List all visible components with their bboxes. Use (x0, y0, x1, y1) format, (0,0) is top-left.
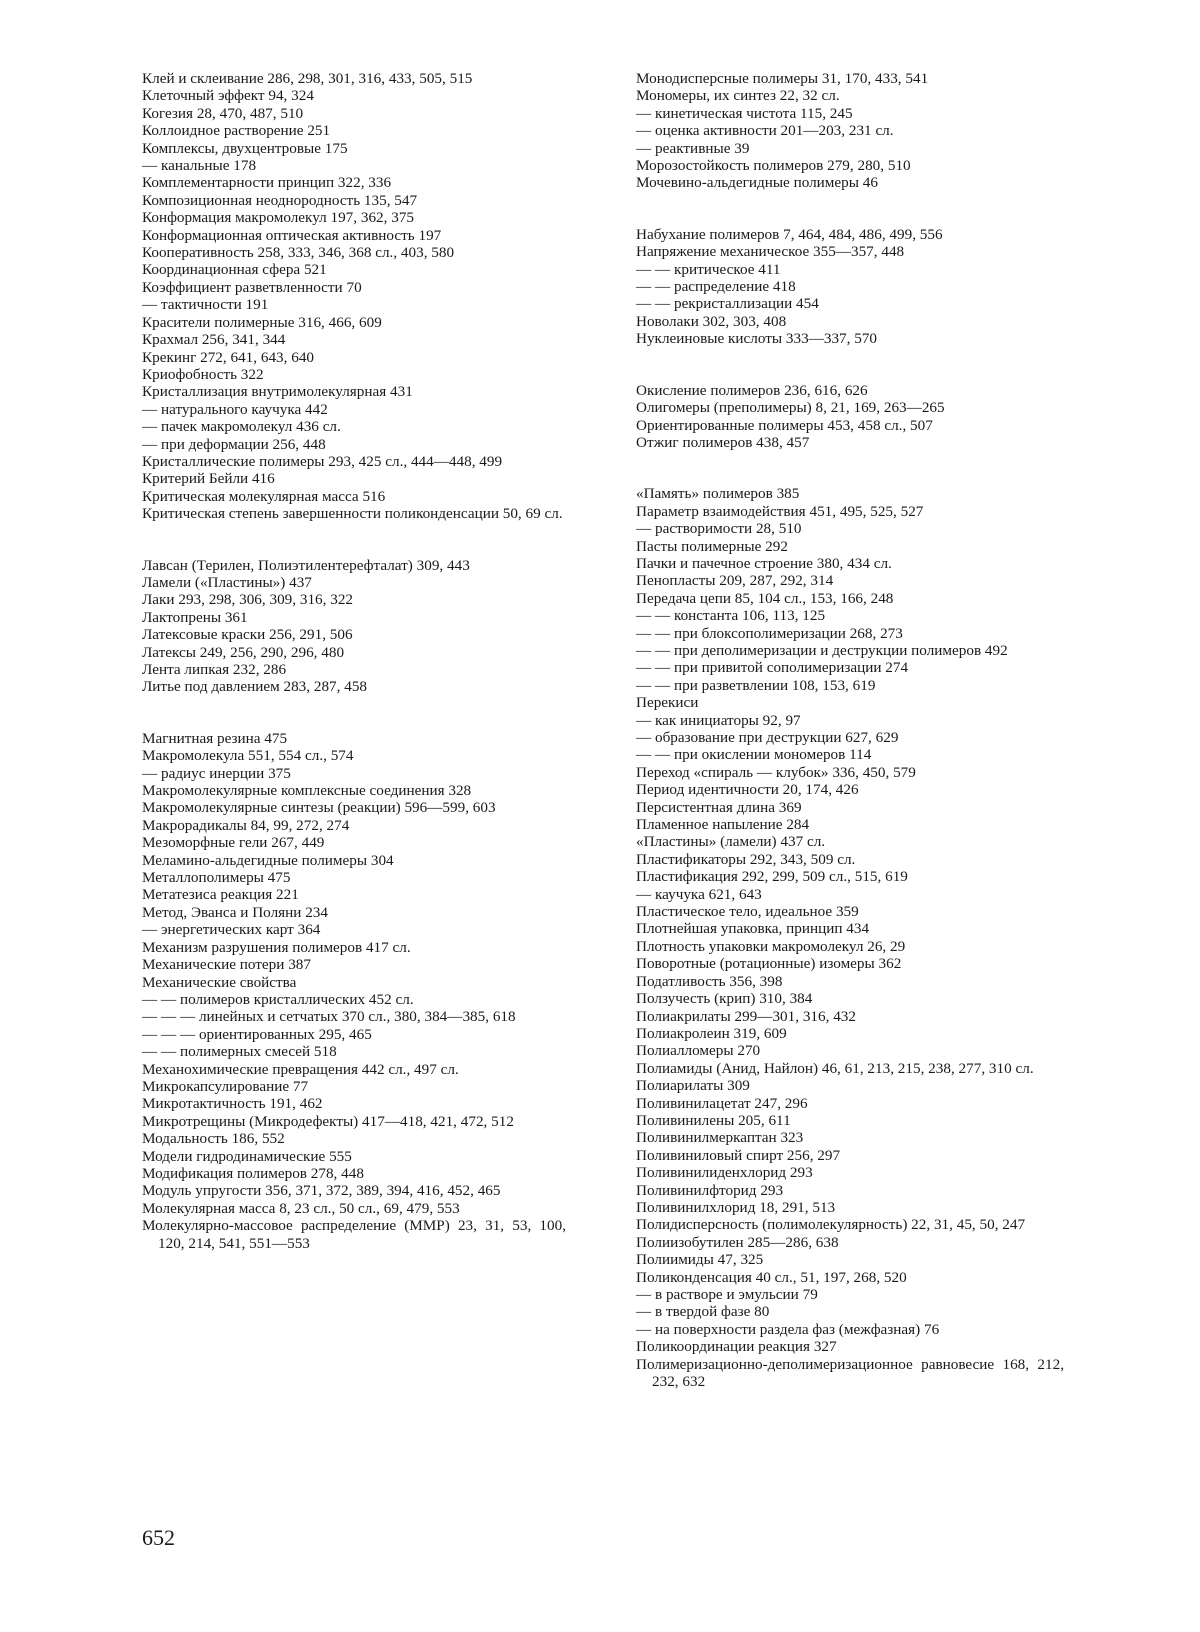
index-entry: — в растворе и эмульсии 79 (636, 1286, 818, 1303)
index-entry: Модуль упругости 356, 371, 372, 389, 394, 416, 452, 465 (142, 1182, 501, 1200)
index-entry: Клеточный эффект 94, 324 (142, 87, 314, 105)
index-entry: Полиакролеин 319, 609 (636, 1024, 787, 1042)
index-entry: — пачек макромолекул 436 сл. (142, 418, 341, 436)
index-entry: — при деформации 256, 448 (142, 435, 326, 453)
index-entry: — — при привитой сополимеризации 274 (636, 659, 909, 677)
index-entry: Критическая молекулярная масса 516 (142, 487, 386, 505)
index-entry: Пламенное напыление 284 (636, 816, 810, 834)
index-entry: Поликонденсация 40 сл., 51, 197, 268, 520 (636, 1268, 907, 1286)
index-entry: Метатезиса реакция 221 (142, 886, 299, 904)
index-entry: Полиизобутилен 285—286, 638 (636, 1233, 839, 1251)
index-entry: — энергетических карт 364 (142, 921, 321, 939)
index-entry: Механохимические превращения 442 сл., 497 сл. (142, 1060, 459, 1078)
index-entry: — натурального каучука 442 (142, 400, 328, 418)
index-entry: Плотнейшая упаковка, принцип 434 (636, 920, 870, 938)
index-entry: — как инициаторы 92, 97 (636, 711, 801, 729)
index-entry: Механизм разрушения полимеров 417 сл. (142, 938, 411, 956)
index-entry: Пачки и пачечное строение 380, 434 сл. (636, 554, 892, 572)
index-entry: Нуклеиновые кислоты 333—337, 570 (636, 330, 878, 348)
index-entry: Микротактичность 191, 462 (142, 1095, 323, 1113)
page-number: 652 (142, 1525, 175, 1550)
index-entry: Крахмал 256, 341, 344 (142, 331, 286, 349)
section-gap (142, 696, 566, 730)
index-entry: Поливинилиденхлорид 293 (636, 1164, 813, 1182)
index-entry: Окисление полимеров 236, 616, 626 (636, 381, 868, 399)
index-entry: Поворотные (ротационные) изомеры 362 (636, 955, 902, 973)
index-entry: Поливинилмеркаптан 323 (636, 1129, 804, 1147)
index-entry: Коллоидное растворение 251 (142, 122, 331, 140)
index-entry: Конформация макромолекул 197, 362, 375 (142, 209, 415, 227)
index-entry: — каучука 621, 643 (636, 885, 762, 903)
index-entry: Полиалломеры 270 (636, 1042, 761, 1060)
index-entry: Лактопрены 361 (142, 608, 248, 626)
index-entry: Молекулярно-массовое распределение (ММР) 23, 31, 53, 100, 120, 214, 541, 551—553 (142, 1217, 566, 1252)
index-entry: — на поверхности раздела фаз (межфазная) 76 (636, 1320, 940, 1338)
index-entry: Пенопласты 209, 287, 292, 314 (636, 572, 834, 590)
index-entry: Макрорадикалы 84, 99, 272, 274 (142, 816, 350, 834)
index-entry: — растворимости 28, 510 (636, 520, 802, 538)
index-entry: — — при окислении мономеров 114 (636, 746, 872, 764)
index-entry: Модификация полимеров 278, 448 (142, 1164, 364, 1182)
index-entry: — — — линейных и сетчатых 370 сл., 380, 384—385, 618 (142, 1008, 516, 1026)
index-entry: Криофобность 322 (142, 365, 264, 383)
index-entry: — радиус инерции 375 (142, 764, 291, 782)
index-entry: Конформационная оптическая активность 197 (142, 226, 442, 244)
index-entry: — — рекристаллизации 454 (636, 295, 819, 313)
index-entry: — кинетическая чистота 115, 245 (636, 104, 853, 122)
section-gap (142, 523, 566, 557)
index-entry: Податливость 356, 398 (636, 972, 783, 990)
index-entry: Макромолекулярные синтезы (реакции) 596—599, 603 (142, 799, 496, 817)
index-entry: Критерий Бейли 416 (142, 470, 275, 488)
index-entry: — — при деполимеризации и деструкции полимеров 492 (636, 641, 1008, 659)
section-gap (636, 348, 1064, 382)
index-entry: Координационная сфера 521 (142, 261, 327, 279)
index-entry: — канальные 178 (142, 157, 257, 175)
index-entry: Ползучесть (крип) 310, 384 (636, 990, 813, 1008)
index-entry: Параметр взаимодействия 451, 495, 525, 527 (636, 502, 924, 520)
index-entry: — в твердой фазе 80 (636, 1303, 770, 1321)
index-entry: Литье под давлением 283, 287, 458 (142, 678, 368, 696)
index-entry: Поликоординации реакция 327 (636, 1338, 837, 1356)
index-entry: Полиакрилаты 299—301, 316, 432 (636, 1007, 856, 1025)
index-entry: Ламели («Пластины») 437 (142, 573, 312, 591)
left-column (142, 70, 566, 1252)
index-entry: Перекиси (636, 694, 699, 712)
index-entry: — — константа 106, 113, 125 (636, 607, 826, 625)
index-entry: Ориентированные полимеры 453, 458 сл., 507 (636, 416, 933, 434)
index-entry: Лаки 293, 298, 306, 309, 316, 322 (142, 591, 354, 609)
index-entry: Поливинилхлорид 18, 291, 513 (636, 1198, 836, 1216)
index-entry: Меламино-альдегидные полимеры 304 (142, 851, 394, 869)
index-entry: Кристаллические полимеры 293, 425 сл., 444—448, 499 (142, 452, 503, 470)
index-entry: Новолаки 302, 303, 408 (636, 312, 787, 330)
index-entry: Морозостойкость полимеров 279, 280, 510 (636, 157, 911, 175)
index-entry: — — при разветвлении 108, 153, 619 (636, 676, 876, 694)
index-entry: Модели гидродинамические 555 (142, 1147, 352, 1165)
index-entry: Монодисперсные полимеры 31, 170, 433, 541 (636, 70, 929, 87)
index-entry: Передача цепи 85, 104 сл., 153, 166, 248 (636, 589, 894, 607)
index-entry: Модальность 186, 552 (142, 1130, 285, 1148)
index-entry: Лавсан (Терилен, Полиэтилентерефталат) 309, 443 (142, 556, 470, 574)
index-entry: Латексовые краски 256, 291, 506 (142, 626, 353, 644)
section-gap (636, 192, 1064, 226)
index-entry: Латексы 249, 256, 290, 296, 480 (142, 643, 345, 661)
index-entry: Макромолекула 551, 554 сл., 574 (142, 747, 354, 765)
index-entry: «Пластины» (ламели) 437 сл. (636, 833, 826, 851)
index-entry: Полиимиды 47, 325 (636, 1251, 764, 1269)
index-entry: Переход «спираль — клубок» 336, 450, 579 (636, 763, 916, 781)
index-entry: Микрокапсулирование 77 (142, 1077, 309, 1095)
index-entry: — реактивные 39 (636, 139, 750, 157)
index-entry: — тактичности 191 (142, 296, 269, 314)
index-entry: Метод, Эванса и Поляни 234 (142, 903, 328, 921)
index-entry: «Память» полимеров 385 (636, 485, 800, 503)
index-entry: Персистентная длина 369 (636, 798, 802, 816)
index-entry: Металлополимеры 475 (142, 869, 291, 887)
index-entry: — — критическое 411 (636, 260, 781, 278)
index-entry: Клей и склеивание 286, 298, 301, 316, 433, 505, 515 (142, 70, 473, 87)
index-entry: Мочевино-альдегидные полимеры 46 (636, 174, 878, 192)
index-entry: Полиарилаты 309 (636, 1077, 750, 1095)
index-entry: Плотность упаковки макромолекул 26, 29 (636, 937, 906, 955)
index-entry: Магнитная резина 475 (142, 729, 288, 747)
index-entry: — — — ориентированных 295, 465 (142, 1025, 372, 1043)
right-column (636, 70, 1064, 1390)
index-entry: Композиционная неоднородность 135, 547 (142, 191, 418, 209)
index-entry: Кооперативность 258, 333, 346, 368 сл., 403, 580 (142, 244, 455, 262)
index-entry: Мезоморфные гели 267, 449 (142, 834, 325, 852)
index-entry: Красители полимерные 316, 466, 609 (142, 313, 382, 331)
index-entry: Крекинг 272, 641, 643, 640 (142, 348, 315, 366)
index-entry: Кристаллизация внутримолекулярная 431 (142, 383, 413, 401)
index-entry: Лента липкая 232, 286 (142, 661, 287, 678)
index-entry: Пасты полимерные 292 (636, 537, 788, 555)
index-entry: Пластификаторы 292, 343, 509 сл. (636, 850, 856, 868)
index-entry: Комплексы, двухцентровые 175 (142, 139, 348, 157)
index-entry: Критическая степень завершенности поликонденсации 50, 69 сл. (142, 505, 563, 523)
index-entry: — — полимерных смесей 518 (142, 1043, 337, 1061)
index-entry: Полидисперсность (полимолекулярность) 22, 31, 45, 50, 247 (636, 1216, 1026, 1234)
index-entry: Механические свойства (142, 973, 297, 991)
index-entry: Комплементарности принцип 322, 336 (142, 174, 392, 192)
index-entry: Олигомеры (преполимеры) 8, 21, 169, 263—265 (636, 399, 945, 417)
index-entry: Макромолекулярные комплексные соединения 328 (142, 782, 472, 800)
index-entry: Поливинилацетат 247, 296 (636, 1094, 808, 1112)
index-entry: Коэффициент разветвленности 70 (142, 278, 362, 296)
index-entry: Механические потери 387 (142, 956, 311, 974)
index-entry: Молекулярная масса 8, 23 сл., 50 сл., 69, 479, 553 (142, 1199, 460, 1217)
index-entry: Мономеры, их синтез 22, 32 сл. (636, 87, 840, 105)
index-entry: — — полимеров кристаллических 452 сл. (142, 990, 414, 1008)
index-entry: Поливиниловый спирт 256, 297 (636, 1146, 841, 1164)
index-entry: — оценка активности 201—203, 231 сл. (636, 122, 894, 140)
index-entry: Поливинилфторид 293 (636, 1181, 784, 1199)
index-entry: Период идентичности 20, 174, 426 (636, 781, 859, 799)
index-entry: Поливинилены 205, 611 (636, 1111, 791, 1129)
index-entry: Пластификация 292, 299, 509 сл., 515, 619 (636, 868, 908, 886)
index-entry: Полиамиды (Анид, Найлон) 46, 61, 213, 215, 238, 277, 310 сл. (636, 1059, 1034, 1077)
index-entry: Полимеризационно-деполимеризационное равновесие 168, 212, 232, 632 (636, 1355, 1064, 1391)
index-entry: Микротрещины (Микродефекты) 417—418, 421, 472, 512 (142, 1112, 514, 1130)
section-gap (636, 451, 1064, 485)
index-entry: Напряжение механическое 355—357, 448 (636, 243, 905, 261)
index-entry: Пластическое тело, идеальное 359 (636, 903, 859, 921)
index-entry: Набухание полимеров 7, 464, 484, 486, 499, 556 (636, 225, 943, 243)
index-entry: Когезия 28, 470, 487, 510 (142, 104, 304, 122)
index-entry: Отжиг полимеров 438, 457 (636, 433, 810, 451)
index-entry: — образование при деструкции 627, 629 (636, 729, 899, 746)
index-entry: — — распределение 418 (636, 278, 796, 296)
index-entry: — — при блоксополимеризации 268, 273 (636, 624, 903, 642)
